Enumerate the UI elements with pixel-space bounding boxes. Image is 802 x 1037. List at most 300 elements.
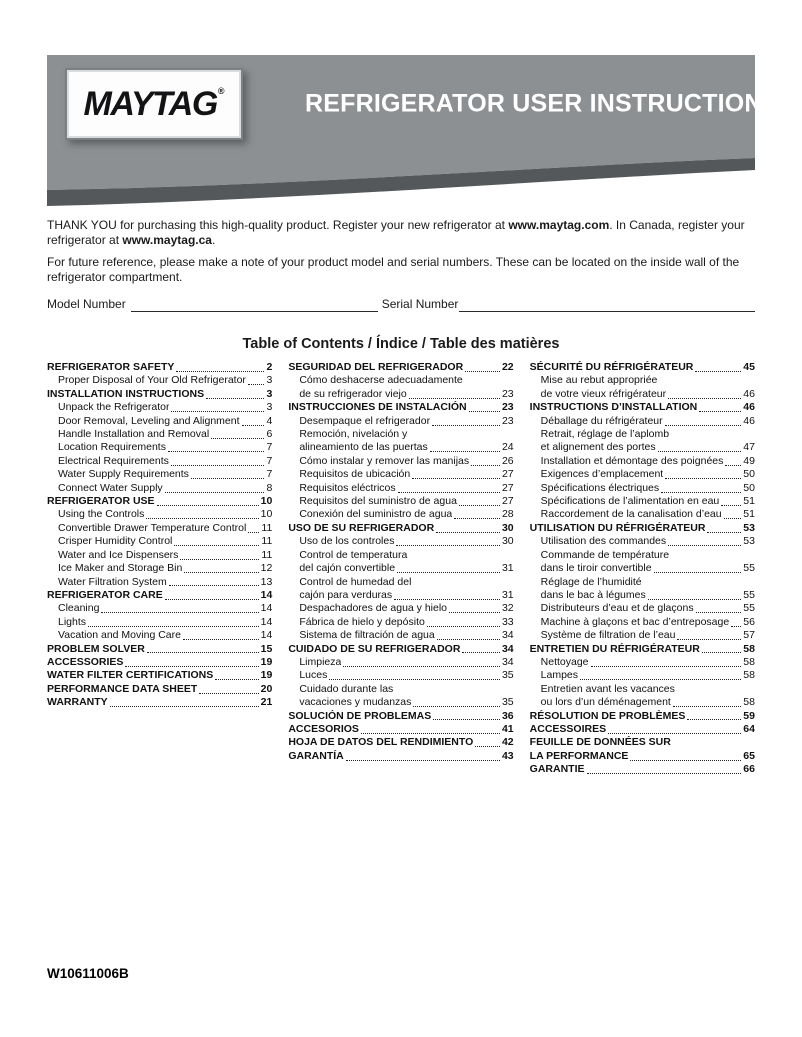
toc-leader-dots (394, 599, 500, 600)
toc-entry-line: Control de humedad del (299, 575, 412, 588)
toc-entry (530, 549, 755, 576)
toc-entry (288, 669, 513, 682)
toc-entry-label: ACCESSORIES (47, 655, 124, 668)
toc-page-number: 3 (266, 374, 273, 387)
toc-page-number: 53 (743, 521, 755, 534)
toc-page-number: 7 (266, 441, 273, 454)
toc-leader-dots (157, 505, 259, 506)
toc-leader-dots (654, 572, 742, 573)
toc-entry (530, 736, 755, 763)
toc-entry (530, 428, 755, 455)
toc-page-number: 34 (501, 629, 514, 642)
toc-entry (47, 455, 272, 468)
toc-page-number: 11 (261, 535, 273, 548)
toc-leader-dots (721, 505, 741, 506)
toc-entry-line: Entretien avant les vacances (540, 682, 675, 695)
toc-entry-label: Distributeurs d’eau et de glaçons (540, 602, 694, 615)
toc-leader-dots (687, 719, 741, 720)
toc-leader-dots (725, 465, 741, 466)
toc-leader-dots (180, 559, 259, 560)
toc-entry (530, 522, 755, 535)
toc-entry (530, 763, 755, 776)
toc-entry (47, 616, 272, 629)
toc-leader-dots (591, 666, 742, 667)
toc-entry (530, 535, 755, 548)
toc-entry (47, 374, 272, 387)
toc-entry-label: Limpieza (299, 655, 342, 668)
toc-page-number: 23 (501, 387, 514, 400)
toc-leader-dots (437, 639, 500, 640)
toc-leader-dots (165, 599, 259, 600)
toc-page-number: 10 (260, 508, 273, 521)
toc-leader-dots (409, 398, 500, 399)
toc-page-number: 14 (260, 629, 273, 642)
toc-leader-dots (183, 639, 259, 640)
toc-page-number: 58 (743, 642, 755, 655)
toc-leader-dots (608, 733, 741, 734)
toc-entry (288, 374, 513, 401)
toc-leader-dots (110, 706, 259, 707)
toc-page-number: 33 (501, 615, 514, 628)
toc-page-number: 27 (501, 468, 514, 481)
toc-entry (47, 549, 272, 562)
thank-you-paragraph (47, 218, 755, 248)
toc-page-number: 57 (743, 629, 755, 642)
toc-entry (47, 643, 272, 656)
toc-leader-dots (665, 478, 741, 479)
toc-entry-label: Raccordement de la canalisation d’eau (540, 508, 722, 521)
toc-leader-dots (459, 505, 500, 506)
toc-entry-label: CUIDADO DE SU REFRIGERADOR (288, 642, 461, 655)
toc-entry-label: Fábrica de hielo y depósito (299, 615, 425, 628)
intro-section (47, 218, 755, 312)
maytag-ca-url: www.maytag.ca (122, 233, 212, 247)
toc-page-number: 46 (743, 401, 755, 414)
toc-entry (47, 428, 272, 441)
toc-entry-label: Installation et démontage des poignées (540, 454, 724, 467)
toc-entry-label: UTILISATION DU RÉFRIGÉRATEUR (529, 521, 706, 534)
toc-entry-label: GARANTIE (529, 763, 585, 776)
toc-page-number: 23 (501, 414, 514, 427)
toc-entry-label: dans le bac à légumes (540, 588, 646, 601)
toc-entry (530, 616, 755, 629)
toc-entry (530, 669, 755, 682)
toc-entry-label: Déballage du réfrigérateur (540, 414, 663, 427)
toc-entry-label: Connect Water Supply (58, 481, 163, 494)
canada-text: . In Canada, register your refrigerator at (47, 218, 745, 247)
toc-page-number: 4 (266, 414, 273, 427)
maytag-logo (65, 68, 243, 140)
toc-leader-dots (329, 679, 500, 680)
period-text: . (211, 233, 216, 247)
toc-page-number: 14 (260, 615, 273, 628)
toc-page-number: 2 (266, 361, 273, 373)
toc-column-spanish (288, 361, 513, 777)
toc-entry-label: SÉCURITÉ DU RÉFRIGÉRATEUR (529, 361, 694, 373)
toc-page-number: 35 (501, 696, 514, 709)
toc-leader-dots (430, 451, 500, 452)
toc-page-number: 15 (260, 642, 273, 655)
toc-leader-dots (361, 733, 500, 734)
toc-entry-label: Exigences d’emplacement (540, 468, 664, 481)
toc-page-number: 34 (501, 655, 514, 668)
toc-entry-line: Réglage de l’humidité (540, 575, 642, 588)
toc-entry-label: et alignement des portes (540, 441, 656, 454)
toc-page-number: 59 (743, 709, 755, 722)
toc-page-number: 6 (266, 428, 273, 441)
toc-leader-dots (146, 518, 258, 519)
toc-leader-dots (658, 451, 742, 452)
toc-entry (47, 629, 272, 642)
toc-page-number: 10 (260, 495, 273, 508)
thank-you-text: THANK YOU for purchasing this high-quality product. Register your new refrigerator at (47, 218, 509, 232)
toc-leader-dots (648, 599, 742, 600)
toc-entry-label: Desempaque el refrigerador (299, 414, 431, 427)
toc-entry (288, 750, 513, 763)
toc-leader-dots (731, 626, 741, 627)
toc-entry-label: Machine à glaçons et bac d’entreposage (540, 615, 730, 628)
toc-entry (288, 549, 513, 576)
toc-entry (288, 629, 513, 642)
toc-leader-dots (475, 746, 500, 747)
toc-page-number: 19 (260, 669, 273, 682)
toc-page-number: 49 (743, 454, 755, 467)
toc-entry-label: HOJA DE DATOS DEL RENDIMIENTO (288, 736, 474, 749)
toc-leader-dots (174, 545, 259, 546)
toc-leader-dots (168, 451, 265, 452)
toc-leader-dots (695, 371, 741, 372)
toc-entry-label: Cleaning (58, 602, 100, 615)
toc-leader-dots (668, 398, 741, 399)
toc-entry (288, 616, 513, 629)
toc-entry (288, 508, 513, 521)
toc-entry-label: INSTALLATION INSTRUCTIONS (47, 387, 205, 400)
toc-entry (288, 522, 513, 535)
toc-leader-dots (699, 411, 741, 412)
serial-number-blank (459, 299, 755, 312)
toc-leader-dots (171, 411, 264, 412)
toc-leader-dots (462, 652, 500, 653)
toc-entry-label: Water Filtration System (58, 575, 167, 588)
toc-column-french (530, 361, 755, 777)
toc-leader-dots (101, 612, 258, 613)
toc-entry-label: REFRIGERATOR CARE (47, 588, 163, 601)
toc-entry (530, 495, 755, 508)
toc-entry (47, 669, 272, 682)
toc-leader-dots (665, 425, 742, 426)
toc-leader-dots (668, 545, 741, 546)
toc-entry-label: Système de filtration de l’eau (540, 629, 676, 642)
toc-entry (47, 522, 272, 535)
toc-entry-label: Lampes (540, 669, 579, 682)
toc-entry-label: ACCESORIOS (288, 722, 359, 735)
toc-entry-label: WARRANTY (47, 696, 108, 709)
toc-page-number: 3 (266, 387, 273, 400)
toc-page-number: 64 (743, 722, 755, 735)
toc-entry-label: Requisitos eléctricos (299, 481, 396, 494)
toc-entry-label: de votre vieux réfrigérateur (540, 387, 667, 400)
toc-entry (530, 602, 755, 615)
toc-page-number: 55 (743, 562, 755, 575)
toc-page-number: 56 (743, 615, 755, 628)
toc-page-number: 50 (743, 481, 755, 494)
toc-page-number: 3 (266, 401, 273, 414)
toc-leader-dots (396, 545, 500, 546)
toc-entry-label: Convertible Drawer Temperature Control (58, 521, 247, 534)
toc-entry-label: Luces (299, 669, 328, 682)
toc-entry-label: Water Supply Requirements (58, 468, 189, 481)
header-banner (47, 55, 780, 208)
toc-entry (530, 723, 755, 736)
toc-entry-label: Requisitos del suministro de agua (299, 495, 457, 508)
toc-entry (288, 710, 513, 723)
toc-leader-dots (413, 706, 500, 707)
registered-trademark-icon: ® (217, 86, 225, 96)
toc-entry (288, 535, 513, 548)
toc-entry-label: USO DE SU REFRIGERADOR (288, 521, 435, 534)
toc-entry-label: REFRIGERATOR SAFETY (47, 361, 175, 373)
toc-leader-dots (433, 719, 500, 720)
toc-page-number: 30 (501, 535, 514, 548)
toc-page-number: 45 (743, 361, 755, 373)
toc-leader-dots (125, 666, 258, 667)
toc-page-number: 55 (743, 588, 755, 601)
toc-entry-label: vacaciones y mudanzas (299, 696, 412, 709)
toc-entry-label: Spécifications électriques (540, 481, 660, 494)
toc-entry-label: Location Requirements (58, 441, 166, 454)
toc-page-number: 30 (501, 521, 514, 534)
toc-page-number: 66 (743, 763, 755, 776)
toc-leader-dots (587, 773, 742, 774)
toc-entry-label: PROBLEM SOLVER (47, 642, 145, 655)
toc-leader-dots (169, 585, 259, 586)
toc-entry-label: Cómo instalar y remover las manijas (299, 454, 470, 467)
toc-entry (47, 415, 272, 428)
toc-entry (47, 401, 272, 414)
toc-entry-label: WATER FILTER CERTIFICATIONS (47, 669, 214, 682)
toc-entry-label: ENTRETIEN DU RÉFRIGÉRATEUR (529, 642, 700, 655)
toc-entry (530, 656, 755, 669)
toc-leader-dots (147, 652, 259, 653)
toc-page-number: 42 (501, 736, 514, 749)
toc-page-number: 51 (743, 508, 755, 521)
toc-page-number: 58 (743, 696, 755, 709)
toc-entry (530, 455, 755, 468)
toc-leader-dots (343, 666, 500, 667)
toc-page-number: 22 (501, 361, 514, 373)
toc-page-number: 43 (501, 749, 514, 762)
toc-leader-dots (184, 572, 258, 573)
toc-entry (288, 361, 513, 374)
toc-leader-dots (211, 438, 264, 439)
toc-leader-dots (412, 478, 500, 479)
toc-entry (530, 683, 755, 710)
toc-page-number: 19 (260, 655, 273, 668)
toc-entry-label: Nettoyage (540, 655, 589, 668)
toc-page-number: 46 (743, 414, 755, 427)
toc-page-number: 32 (501, 602, 514, 615)
toc-entry (47, 468, 272, 481)
toc-entry-label: cajón para verduras (299, 588, 393, 601)
toc-leader-dots (432, 425, 500, 426)
toc-leader-dots (673, 706, 741, 707)
toc-entry (530, 361, 755, 374)
model-number-label: Model Number (47, 297, 126, 311)
toc-entry-label: ACCESSOIRES (529, 722, 607, 735)
toc-entry-label: del cajón convertible (299, 562, 396, 575)
toc-page-number: 35 (501, 669, 514, 682)
toc-entry (47, 656, 272, 669)
toc-entry-line: FEUILLE DE DONNÉES SUR (529, 736, 671, 749)
toc-leader-dots (707, 532, 741, 533)
toc-entry-label: Requisitos de ubicación (299, 468, 411, 481)
toc-entry (288, 576, 513, 603)
maytag-logo-text: MAYTAG (83, 84, 217, 123)
toc-entry (47, 535, 272, 548)
toc-entry (288, 495, 513, 508)
toc-page-number: 14 (260, 602, 273, 615)
toc-page-number: 8 (266, 481, 273, 494)
toc-entry (47, 683, 272, 696)
toc-entry-label: SEGURIDAD DEL REFRIGERADOR (288, 361, 464, 373)
toc-leader-dots (242, 425, 265, 426)
document-title: REFRIGERATOR USER INSTRUCTIONS (305, 89, 780, 117)
maytag-com-url: www.maytag.com (508, 218, 610, 232)
toc-entry-label: Water and Ice Dispensers (58, 548, 179, 561)
toc-entry-label: dans le tiroir convertible (540, 562, 652, 575)
toc-entry-label: alineamiento de las puertas (299, 441, 428, 454)
toc-entry (530, 401, 755, 414)
toc-page-number: 55 (743, 602, 755, 615)
toc-leader-dots (427, 626, 500, 627)
toc-entry (47, 602, 272, 615)
toc-entry-label: Ice Maker and Storage Bin (58, 562, 183, 575)
toc-entry (530, 468, 755, 481)
toc-entry (530, 374, 755, 401)
toc-entry (47, 508, 272, 521)
toc-page-number: 21 (260, 696, 273, 709)
toc-page-number: 58 (743, 669, 755, 682)
toc-page-number: 47 (743, 441, 755, 454)
toc-page-number: 34 (501, 642, 514, 655)
banner-swoosh-graphic (47, 152, 755, 208)
toc-page-number: 36 (501, 709, 514, 722)
toc-entry (288, 602, 513, 615)
toc-entry-label: ou lors d’un déménagement (540, 696, 671, 709)
toc-entry (47, 696, 272, 709)
toc-title: Table of Contents / Índice / Table des matières (242, 336, 560, 352)
toc-leader-dots (248, 384, 265, 385)
document-number: W10611006B (47, 966, 129, 981)
toc-entry (47, 441, 272, 454)
toc-entry-label: Door Removal, Leveling and Alignment (58, 414, 240, 427)
toc-leader-dots (630, 760, 741, 761)
toc-entry-label: LA PERFORMANCE (529, 749, 629, 762)
toc-entry-label: Sistema de filtración de agua (299, 629, 435, 642)
toc-entry (47, 589, 272, 602)
toc-page-number: 7 (266, 468, 273, 481)
toc-page-number: 24 (501, 441, 514, 454)
toc-leader-dots (248, 532, 259, 533)
toc-entry (288, 455, 513, 468)
banner-gray-band (47, 55, 780, 152)
toc-page-number: 31 (501, 588, 514, 601)
toc-entry (288, 468, 513, 481)
toc-page-number: 28 (501, 508, 514, 521)
toc-page-number: 50 (743, 468, 755, 481)
toc-column-english (47, 361, 272, 777)
toc-entry-label: Spécifications de l’alimentation en eau (540, 495, 720, 508)
toc-leader-dots (677, 639, 741, 640)
toc-entry (530, 576, 755, 603)
toc-entry-line: Remoción, nivelación y (299, 428, 408, 441)
toc-entry (288, 643, 513, 656)
toc-leader-dots (206, 398, 264, 399)
toc-leader-dots (580, 679, 741, 680)
toc-entry-label: Despachadores de agua y hielo (299, 602, 448, 615)
toc-entry-label: de su refrigerador viejo (299, 387, 407, 400)
model-serial-line (47, 297, 755, 312)
toc-entry-line: Retrait, réglage de l’aplomb (540, 428, 670, 441)
toc-page-number: 27 (501, 495, 514, 508)
toc-leader-dots (88, 626, 259, 627)
toc-entry (530, 415, 755, 428)
toc-entry (530, 482, 755, 495)
toc-entry (530, 710, 755, 723)
toc-page-number: 65 (743, 749, 755, 762)
toc-entry-label: PERFORMANCE DATA SHEET (47, 682, 198, 695)
toc-page-number: 51 (743, 495, 755, 508)
toc-page-number: 23 (501, 401, 514, 414)
future-reference-paragraph: For future reference, please make a note of your product model and serial numbers. These can be located on the inside wall of the refrigerator compartment. (47, 255, 740, 284)
toc-entry-line: Cuidado durante las (299, 682, 394, 695)
toc-entry (288, 736, 513, 749)
toc-entry (47, 388, 272, 401)
toc-leader-dots (454, 518, 500, 519)
toc-entry (530, 508, 755, 521)
toc-entry-label: Using the Controls (58, 508, 145, 521)
toc-leader-dots (346, 760, 500, 761)
toc-entry (288, 656, 513, 669)
toc-page-number: 13 (260, 575, 273, 588)
toc-page-number: 41 (501, 722, 514, 735)
toc-entry (288, 683, 513, 710)
toc-page-number: 7 (266, 454, 273, 467)
toc-leader-dots (436, 532, 500, 533)
toc-page-number: 12 (260, 562, 273, 575)
toc-leader-dots (397, 572, 500, 573)
toc-entry-label: Crisper Humidity Control (58, 535, 173, 548)
toc-page-number: 20 (260, 682, 273, 695)
toc-leader-dots (702, 652, 741, 653)
toc-leader-dots (215, 679, 258, 680)
toc-leader-dots (176, 371, 264, 372)
toc-entry-label: REFRIGERATOR USE (47, 495, 155, 508)
toc-page-number: 58 (743, 655, 755, 668)
serial-number-label: Serial Number (381, 297, 459, 311)
toc-entry (288, 401, 513, 414)
toc-entry-label: INSTRUCTIONS D’INSTALLATION (529, 401, 698, 414)
toc-entry (288, 428, 513, 455)
toc-page-number: 46 (743, 387, 755, 400)
toc-entry (530, 629, 755, 642)
toc-leader-dots (465, 371, 500, 372)
toc-entry-label: Lights (58, 615, 87, 628)
toc-page-number: 27 (501, 481, 514, 494)
toc-columns (47, 361, 755, 777)
toc-entry (288, 723, 513, 736)
toc-entry-line: Cómo deshacerse adecuadamente (299, 374, 463, 387)
